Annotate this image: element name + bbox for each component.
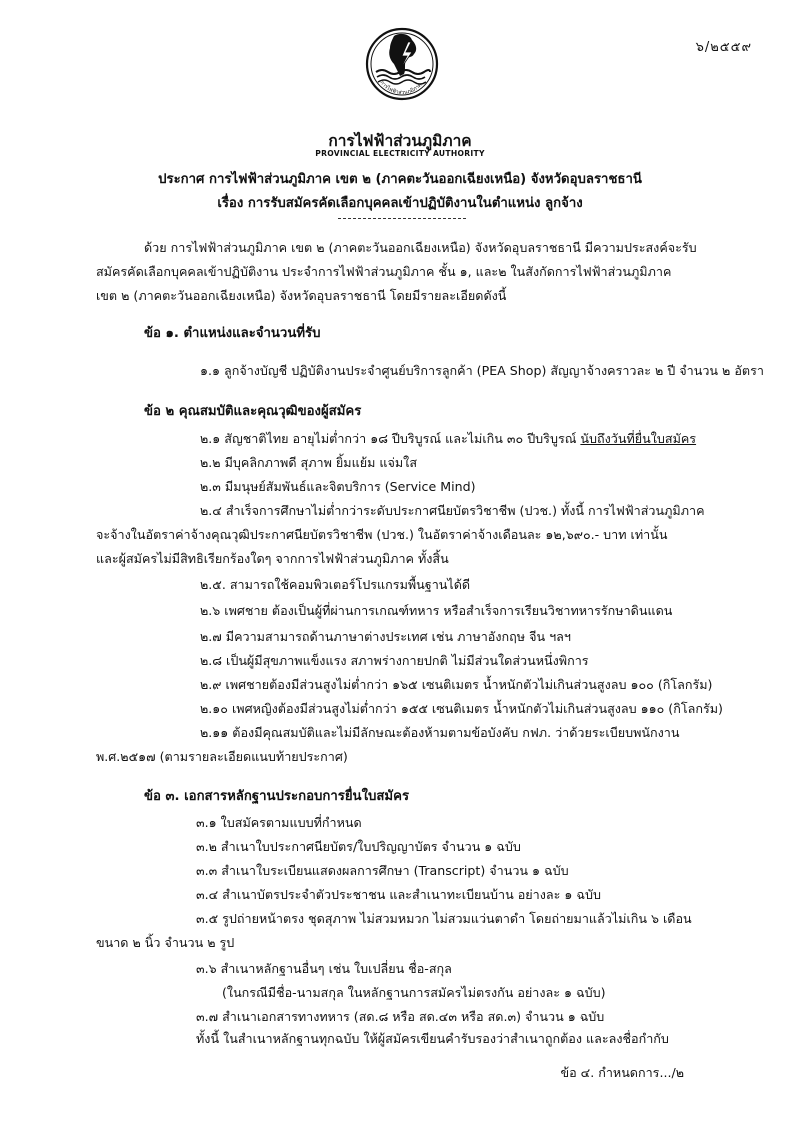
announcement-subject: เรื่อง การรับสมัครคัดเลือกบุคคลเข้าปฏิบัติงานในตำแหน่ง ลูกจ้าง (217, 196, 583, 211)
item-3-6-line-2: (ในกรณีมีชื่อ-นามสกุล ในหลักฐานการสมัครไม่ตรงกัน อย่างละ ๑ ฉบับ) (222, 985, 606, 1000)
item-3-5-line-2: ขนาด ๒ นิ้ว จำนวน ๒ รูป (96, 935, 235, 950)
org-name-thai: การไฟฟ้าส่วนภูมิภาค (328, 132, 472, 150)
org-name-english: PROVINCIAL ELECTRICITY AUTHORITY (315, 149, 485, 158)
item-2-10: ๒.๑๐ เพศหญิงต้องมีส่วนสูงไม่ต่ำกว่า ๑๕๕ เซนติเมตร น้ำหนักตัวไม่เกินส่วนสูงลบ ๑๑๐ (กิโลกรัม) (200, 701, 723, 716)
item-3-6-line-1: ๓.๖ สำเนาหลักฐานอื่นๆ เช่น ใบเปลี่ยน ชื่อ-สกุล (196, 961, 452, 976)
item-2-3: ๒.๓ มีมนุษย์สัมพันธ์และจิตบริการ (Service Mind) (200, 479, 476, 494)
intro-line-1: ด้วย การไฟฟ้าส่วนภูมิภาค เขต ๒ (ภาคตะวันออกเฉียงเหนือ) จังหวัดอุบลราชธานี มีความประสงค์จะรับ (144, 240, 697, 255)
item-3-2: ๓.๒ สำเนาใบประกาศนียบัตร/ใบปริญญาบัตร จำนวน ๑ ฉบับ (196, 839, 521, 854)
item-2-6: ๒.๖ เพศชาย ต้องเป็นผู้ที่ผ่านการเกณฑ์ทหาร หรือสำเร็จการเรียนวิชาทหารรักษาดินแดน (200, 603, 673, 618)
item-2-11-line-1: ๒.๑๑ ต้องมีคุณสมบัติและไม่มีลักษณะต้องห้ามตามข้อบังคับ กฟภ. ว่าด้วยระเบียบพนักงาน (200, 725, 680, 740)
item-2-4-line-2: จะจ้างในอัตราค่าจ้างคุณวุฒิประกาศนียบัตรวิชาชีพ (ปวช.) ในอัตราค่าจ้างเดือนละ ๑๒,๖๙๐.- บาท เท่านั้น (96, 527, 668, 542)
item-3-1: ๓.๑ ใบสมัครตามแบบที่กำหนด (196, 815, 362, 830)
logo-arc-text: การไฟฟ้าส่วนภูมิภาค (378, 79, 424, 97)
item-2-2: ๒.๒ มีบุคลิกภาพดี สุภาพ ยิ้มแย้ม แจ่มใส (200, 455, 418, 470)
item-2-1 (200, 429, 696, 449)
pea-logo (364, 16, 440, 122)
item-3-5-line-1: ๓.๕ รูปถ่ายหน้าตรง ชุดสุภาพ ไม่สวมหมวก ไม่สวมแว่นตาดำ โดยถ่ายมาแล้วไม่เกิน ๖ เดือน (196, 911, 692, 926)
section-2-heading: ข้อ ๒ คุณสมบัติและคุณวุฒิของผู้สมัคร (144, 404, 362, 419)
continuation-note: ข้อ ๔. กำหนดการ.../๒ (560, 1065, 684, 1080)
announcement-title: ประกาศ การไฟฟ้าส่วนภูมิภาค เขต ๒ (ภาคตะวันออกเฉียงเหนือ) จังหวัดอุบลราชธานี (158, 172, 642, 187)
item-2-4-line-1: ๒.๔ สำเร็จการศึกษาไม่ต่ำกว่าระดับประกาศนียบัตรวิชาชีพ (ปวช.) ทั้งนี้ การไฟฟ้าส่วนภูมิภาค (200, 503, 705, 518)
intro-line-3: เขต ๒ (ภาคตะวันออกเฉียงเหนือ) จังหวัดอุบลราชธานี โดยมีรายละเอียดดังนี้ (96, 288, 507, 303)
page-number: ๖/๒๕๕๙ (695, 40, 752, 55)
intro-line-2: สมัครคัดเลือกบุคคลเข้าปฏิบัติงาน ประจำการไฟฟ้าส่วนภูมิภาค ชั้น ๑, และ๒ ในสังกัดการไฟฟ้าส่วนภูมิภาค (96, 264, 672, 279)
item-1-1: ๑.๑ ลูกจ้างบัญชี ปฏิบัติงานประจำศูนย์บริการลูกค้า (PEA Shop) สัญญาจ้างคราวละ ๒ ปี จำนวน ๒ อัตรา (200, 363, 764, 378)
item-2-4-line-3: และผู้สมัครไม่มีสิทธิเรียกร้องใดๆ จากการไฟฟ้าส่วนภูมิภาค ทั้งสิ้น (96, 551, 449, 566)
section-3-closing: ทั้งนี้ ในสำเนาหลักฐานทุกฉบับ ให้ผู้สมัครเขียนคำรับรองว่าสำเนาถูกต้อง และลงชื่อกำกับ (196, 1031, 669, 1046)
item-2-7: ๒.๗ มีความสามารถด้านภาษาต่างประเทศ เช่น ภาษาอังกฤษ จีน ฯลฯ (200, 629, 571, 644)
item-3-7: ๓.๗ สำเนาเอกสารทางทหาร (สด.๘ หรือ สด.๔๓ หรือ สด.๓) จำนวน ๑ ฉบับ (196, 1009, 605, 1024)
section-3-heading: ข้อ ๓. เอกสารหลักฐานประกอบการยื่นใบสมัคร (144, 789, 410, 804)
item-3-4: ๓.๔ สำเนาบัตรประจำตัวประชาชน และสำเนาทะเบียนบ้าน อย่างละ ๑ ฉบับ (196, 887, 601, 902)
item-2-9: ๒.๙ เพศชายต้องมีส่วนสูงไม่ต่ำกว่า ๑๖๕ เซนติเมตร น้ำหนักตัวไม่เกินส่วนสูงลบ ๑๐๐ (กิโลกรัม) (200, 677, 713, 692)
item-2-5: ๒.๕. สามารถใช้คอมพิวเตอร์โปรแกรมพื้นฐานได้ดี (200, 577, 471, 592)
item-2-11-line-2: พ.ศ.๒๕๑๗ (ตามรายละเอียดแนบท้ายประกาศ) (96, 749, 348, 764)
item-2-1-underlined: นับถึงวันที่ยื่นใบสมัคร (580, 431, 697, 446)
header-divider (338, 218, 466, 219)
item-2-8: ๒.๘ เป็นผู้มีสุขภาพแข็งแรง สภาพร่างกายปกติ ไม่มีส่วนใดส่วนหนึ่งพิการ (200, 653, 589, 668)
section-1-heading: ข้อ ๑. ตำแหน่งและจำนวนที่รับ (144, 326, 321, 341)
item-2-1-text: ๒.๑ สัญชาติไทย อายุไม่ต่ำกว่า ๑๘ ปีบริบูรณ์ และไม่เกิน ๓๐ ปีบริบูรณ์ (200, 431, 581, 446)
item-3-3: ๓.๓ สำเนาใบระเบียนแสดงผลการศึกษา (Transcript) จำนวน ๑ ฉบับ (196, 863, 569, 878)
